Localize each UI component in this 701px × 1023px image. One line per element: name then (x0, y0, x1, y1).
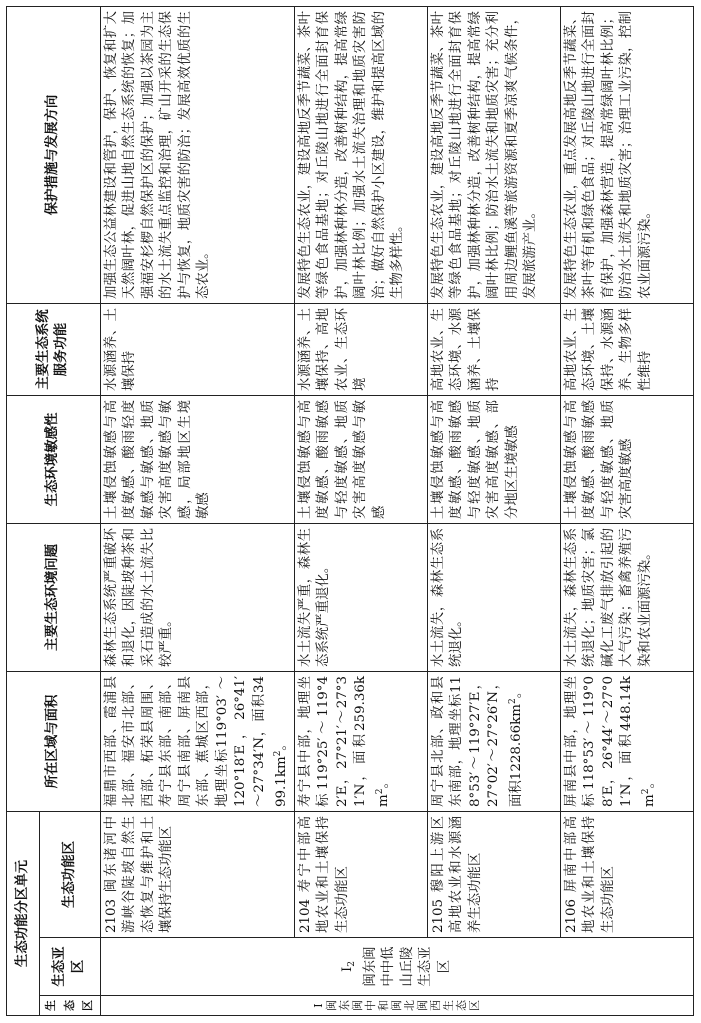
location-text: 寿宁县中部，地理坐标119°25′～119°42′E，27°21′～27°31′N，面积259.36km (297, 675, 391, 807)
location-text: 屏南县中部，地理坐标118°53′～119°08′E，26°44′～27°01′N，面积448.14km (563, 675, 657, 807)
location-text: 周宁县北部、政和县东南部，地理坐标118°53′～119°27′E，27°02′～27°26′N，面积1228.66km (430, 675, 524, 807)
location-text: 福鼎市西部、霞浦县北部、福安市北部、西部、柘荣县周围、寿宁县东部、南部、周宁县南部、屏南县东部、蕉城区西部，地理坐标119°03′ ～ 120°18′E，26°41′～27°34′N，面积3499.1km (103, 675, 289, 807)
header-subregion: 生态亚区 (40, 938, 101, 996)
location-end: 。 (375, 775, 391, 789)
problems-cell: 森林生态系统严重破坏和退化，因陡坡种茶和采石造成的水土流失比较严重。 (100, 523, 294, 671)
sensitivity-cell: 土壤侵蚀敏感与高度敏感、酸雨敏感与轻度敏感、地质灾害高度敏感、部分地区生境敏感 (427, 395, 560, 523)
location-end: 。 (274, 737, 289, 751)
eco-function-table (6, 6, 694, 1016)
function-zone-cell: 2105 穆阳上游区高地农业和水源涵养生态功能区 (427, 811, 560, 937)
services-cell: 高地农业、生态环境、水源涵养、土壤保持 (427, 303, 560, 395)
table-row (427, 6, 560, 1015)
location-end: 。 (641, 775, 657, 789)
header-region: 生态区 (40, 996, 101, 1016)
table-row (100, 6, 294, 1015)
measures-cell: 加强生态公益林建设和管护，保护、恢复和扩大天然阔叶林，促进山地自然生态系统的恢复；加强福安杉椤自然保护区的保护；加强以茶园为主的水土流失重点监控和治理，矿山开采的生态保护与恢复，地质灾害的防治；发展高效优质的生态农业。 (100, 6, 294, 303)
region-cell (100, 996, 693, 1016)
measures-cell: 发展特色生态农业，建设高地反季节蔬菜、茶叶等绿色食品基地；对丘陵山地进行全面封育保护，加强林种林分造，改善树种结构，提高常绿阔叶林比例；加强水土流失治理和地质灾害防治；做好自然保护小区建设，维护和提高区域的生物多样性。 (294, 6, 427, 303)
function-zone-cell: 2103 闽东诸河中游峡谷陡坡自然生态恢复与维护和土壤保持生态功能区 (100, 811, 294, 937)
subregion-cell (100, 938, 693, 996)
location-end: 。 (508, 684, 524, 699)
header-function-zone: 生态功能区 (40, 811, 101, 937)
header-unit: 生态功能分区单元 (7, 811, 40, 1015)
header-location-area: 所在区域与面积 (7, 671, 101, 811)
table-row (294, 6, 427, 1015)
location-cell (294, 671, 427, 811)
function-zone-cell: 2106 屏南中部高地农业和土壤保持生态功能区 (560, 811, 693, 937)
area-unit-superscript: 2 (374, 788, 385, 795)
services-cell: 高地农业、生态环境、土壤保持、水源涵养、生物多样性维持 (560, 303, 693, 395)
sensitivity-cell: 土壤侵蚀敏感与高度敏感、酸雨轻度敏感与敏感、地质灾害高度敏感与敏感，局部地区生境敏感 (100, 395, 294, 523)
location-cell (427, 671, 560, 811)
location-cell (560, 671, 693, 811)
subregion-prefix: Ⅰ (340, 966, 355, 973)
area-unit-superscript: 2 (640, 788, 651, 795)
problems-cell: 水土流失，森林生态系统退化；地质灾害；氯碱化工废气排放引起的大气污染；畜禽养殖污染和农业面源污染。 (560, 523, 693, 671)
area-unit-superscript: 2 (273, 750, 283, 757)
header-measures: 保护措施与发展方向 (7, 6, 101, 303)
location-cell (100, 671, 294, 811)
measures-cell: 发展特色生态农业，重点发展高地反季节蔬菜、茶叶等有机和绿色食品；对丘陵山地进行全面封育保护，加强森林营造，提高常绿阔叶林比例；防治水土流失和地质灾害；治理工业污染，控制农业面源污染。 (560, 6, 693, 303)
region-label: Ⅰ闽东闽中和闽北闽西生态区 (312, 1000, 481, 1011)
function-zone-cell: 2104 寿宁中部高地农业和土壤保持生态功能区 (294, 811, 427, 937)
problems-cell: 水土流失严重，森林生态系统严重退化。 (294, 523, 427, 671)
header-services: 主要生态系统服务功能 (7, 303, 101, 395)
header-sensitivity: 生态环境敏感性 (7, 395, 101, 523)
measures-cell: 发展特色生态农业，建设高地反季节蔬菜、茶叶等绿色食品基地；对丘陵山地进行全面封育保护，加强林种林分造，改善树种结构，提高常绿阔叶林比例；防治水土流失和地质灾害；充分利用周边鲤鱼溪等旅游资源和夏季凉爽气候条件，发展旅游产业。 (427, 6, 560, 303)
services-cell: 水源涵养、土壤保持、高地农业、生态环境 (294, 303, 427, 395)
problems-cell: 水土流失，森林生态系统退化。 (427, 523, 560, 671)
subregion-subscript: 2 (347, 960, 357, 967)
sensitivity-cell: 土壤侵蚀敏感与高度敏感、酸雨敏感与轻度敏感、地质灾害高度敏感与敏感 (294, 395, 427, 523)
services-cell: 水源涵养、土壤保持 (100, 303, 294, 395)
table-row (560, 6, 693, 1015)
sensitivity-cell: 土壤侵蚀敏感与高度敏感、酸雨敏感与轻度敏感、地质灾害高度敏感 (560, 395, 693, 523)
subregion-label: 闽东闽中中低山丘陵生态亚区 (362, 946, 452, 987)
area-unit-superscript: 2 (507, 698, 518, 705)
header-env-problems: 主要生态环境问题 (7, 523, 101, 671)
